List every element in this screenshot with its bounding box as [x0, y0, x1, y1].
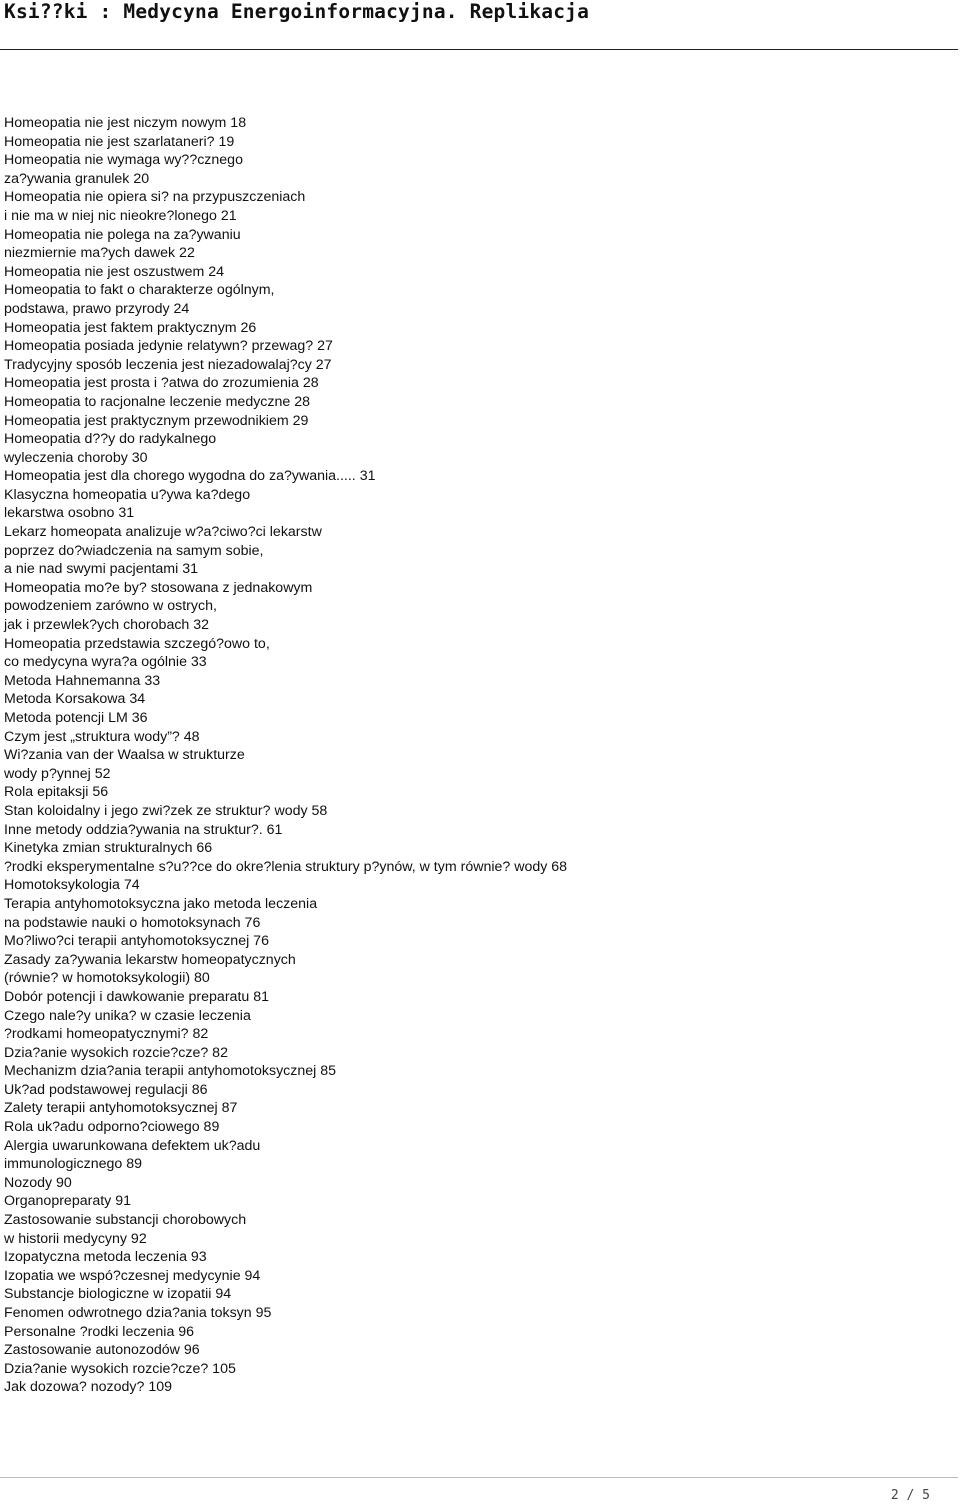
toc-line: za?ywania granulek 20: [4, 170, 150, 187]
page-title: Ksi??ki : Medycyna Energoinformacyjna. Replikacja: [4, 0, 590, 23]
toc-line: Metoda Korsakowa 34: [4, 691, 146, 708]
toc-line: Inne metody oddzia?ywania na struktur?. 61: [4, 821, 283, 838]
toc-line: Homotoksykologia 74: [4, 877, 140, 894]
toc-line: Homeopatia jest faktem praktycznym 26: [4, 319, 257, 336]
toc-line: Rola epitaksji 56: [4, 784, 109, 801]
toc-line: Alergia uwarunkowana defektem uk?adu: [4, 1137, 261, 1154]
toc-line: wyleczenia choroby 30: [4, 449, 148, 466]
toc-line: Homeopatia nie opiera si? na przypuszczeniach: [4, 189, 306, 206]
toc-line: Klasyczna homeopatia u?ywa ka?dego: [4, 486, 251, 503]
toc-line: Homeopatia jest dla chorego wygodna do za?ywania..... 31: [4, 468, 376, 485]
toc-line: Lekarz homeopata analizuje w?a?ciwo?ci lekarstw: [4, 524, 322, 541]
toc-line: Terapia antyhomotoksyczna jako metoda leczenia: [4, 895, 318, 912]
toc-line: Mo?liwo?ci terapii antyhomotoksycznej 76: [4, 933, 269, 950]
header-divider: [0, 49, 958, 50]
toc-line: Homeopatia to racjonalne leczenie medyczne 28: [4, 393, 311, 410]
toc-line: powodzeniem zarówno w ostrych,: [4, 598, 217, 615]
toc-line: Homeopatia nie jest niczym nowym 18: [4, 115, 247, 131]
footer-divider: [0, 1477, 958, 1478]
toc-line: Homeopatia nie jest szarlataneri? 19: [4, 133, 235, 150]
toc-line: podstawa, prawo przyrody 24: [4, 300, 190, 317]
toc-line: Zasady za?ywania lekarstw homeopatycznych: [4, 951, 296, 968]
toc-line: Dobór potencji i dawkowanie preparatu 81: [4, 988, 269, 1005]
toc-line: Homeopatia posiada jedynie relatywn? przewag? 27: [4, 338, 333, 355]
toc-line: Substancje biologiczne w izopatii 94: [4, 1286, 232, 1303]
toc-line: lekarstwa osobno 31: [4, 505, 135, 522]
toc-line: ?rodki eksperymentalne s?u??ce do okre?lenia struktury p?ynów, w tym równie? wody 68: [4, 858, 568, 875]
toc-line: Homeopatia to fakt o charakterze ogólnym,: [4, 282, 275, 299]
toc-line: i nie ma w niej nic nieokre?lonego 21: [4, 207, 237, 224]
toc-line: Nozody 90: [4, 1174, 72, 1191]
toc-line: Rola uk?adu odporno?ciowego 89: [4, 1119, 220, 1136]
toc-line: Dzia?anie wysokich rozcie?cze? 82: [4, 1044, 228, 1061]
toc-line: ?rodkami homeopatycznymi? 82: [4, 1026, 209, 1043]
toc-line: immunologicznego 89: [4, 1156, 143, 1173]
toc-line: Homeopatia jest prosta i ?atwa do zrozumienia 28: [4, 375, 319, 392]
toc-line: Kinetyka zmian strukturalnych 66: [4, 840, 213, 857]
toc-line: Izopatia we wspó?czesnej medycynie 94: [4, 1267, 261, 1284]
toc-line: a nie nad swymi pacjentami 31: [4, 561, 198, 578]
toc-line: Homeopatia jest praktycznym przewodnikiem 29: [4, 412, 309, 429]
toc-line: Uk?ad podstawowej regulacji 86: [4, 1081, 208, 1098]
toc-line: Mechanizm dzia?ania terapii antyhomotoksycznej 85: [4, 1063, 337, 1080]
toc-line: Homeopatia przedstawia szczegó?owo to,: [4, 635, 270, 652]
toc-line: w historii medycyny 92: [4, 1230, 147, 1247]
toc-line: niezmiernie ma?ych dawek 22: [4, 245, 195, 262]
page-footer: [0, 1466, 960, 1504]
toc-line: (równie? w homotoksykologii) 80: [4, 970, 210, 987]
toc-line: Czym jest „struktura wody”? 48: [4, 728, 200, 745]
table-of-contents: [4, 114, 567, 1397]
toc-line: wody p?ynnej 52: [4, 765, 111, 782]
toc-line: Homeopatia nie jest oszustwem 24: [4, 263, 225, 280]
toc-line: Zalety terapii antyhomotoksycznej 87: [4, 1100, 238, 1117]
toc-line: Fenomen odwrotnego dzia?ania toksyn 95: [4, 1305, 272, 1321]
toc-line: Stan koloidalny i jego zwi?zek ze struktur? wody 58: [4, 802, 328, 819]
page-header: [0, 0, 960, 52]
toc-line: Homeopatia nie wymaga wy??cznego: [4, 152, 243, 169]
toc-line: Zastosowanie substancji chorobowych: [4, 1212, 247, 1229]
toc-line: Personalne ?rodki leczenia 96: [4, 1323, 195, 1340]
toc-line: Organopreparaty 91: [4, 1193, 131, 1210]
toc-line: Zastosowanie autonozodów 96: [4, 1342, 200, 1359]
toc-line: Czego nale?y unika? w czasie leczenia: [4, 1007, 251, 1024]
toc-line: co medycyna wyra?a ogólnie 33: [4, 654, 207, 671]
toc-line: Jak dozowa? nozody? 109: [4, 1379, 173, 1396]
toc-line: Metoda potencji LM 36: [4, 710, 148, 726]
toc-line: Izopatyczna metoda leczenia 93: [4, 1249, 207, 1266]
toc-line: poprzez do?wiadczenia na samym sobie,: [4, 542, 264, 559]
toc-line: Homeopatia nie polega na za?ywaniu: [4, 226, 241, 243]
toc-line: Tradycyjny sposób leczenia jest niezadowalaj?cy 27: [4, 356, 332, 373]
toc-line: na podstawie nauki o homotoksynach 76: [4, 914, 261, 931]
toc-line: Metoda Hahnemanna 33: [4, 672, 161, 689]
toc-line: Wi?zania van der Waalsa w strukturze: [4, 747, 245, 764]
toc-line: jak i przewlek?ych chorobach 32: [4, 617, 210, 634]
toc-line: Homeopatia mo?e by? stosowana z jednakowym: [4, 579, 313, 596]
toc-line: Homeopatia d??y do radykalnego: [4, 431, 217, 448]
toc-line: Dzia?anie wysokich rozcie?cze? 105: [4, 1360, 236, 1377]
page-number: 2 / 5: [890, 1488, 930, 1503]
